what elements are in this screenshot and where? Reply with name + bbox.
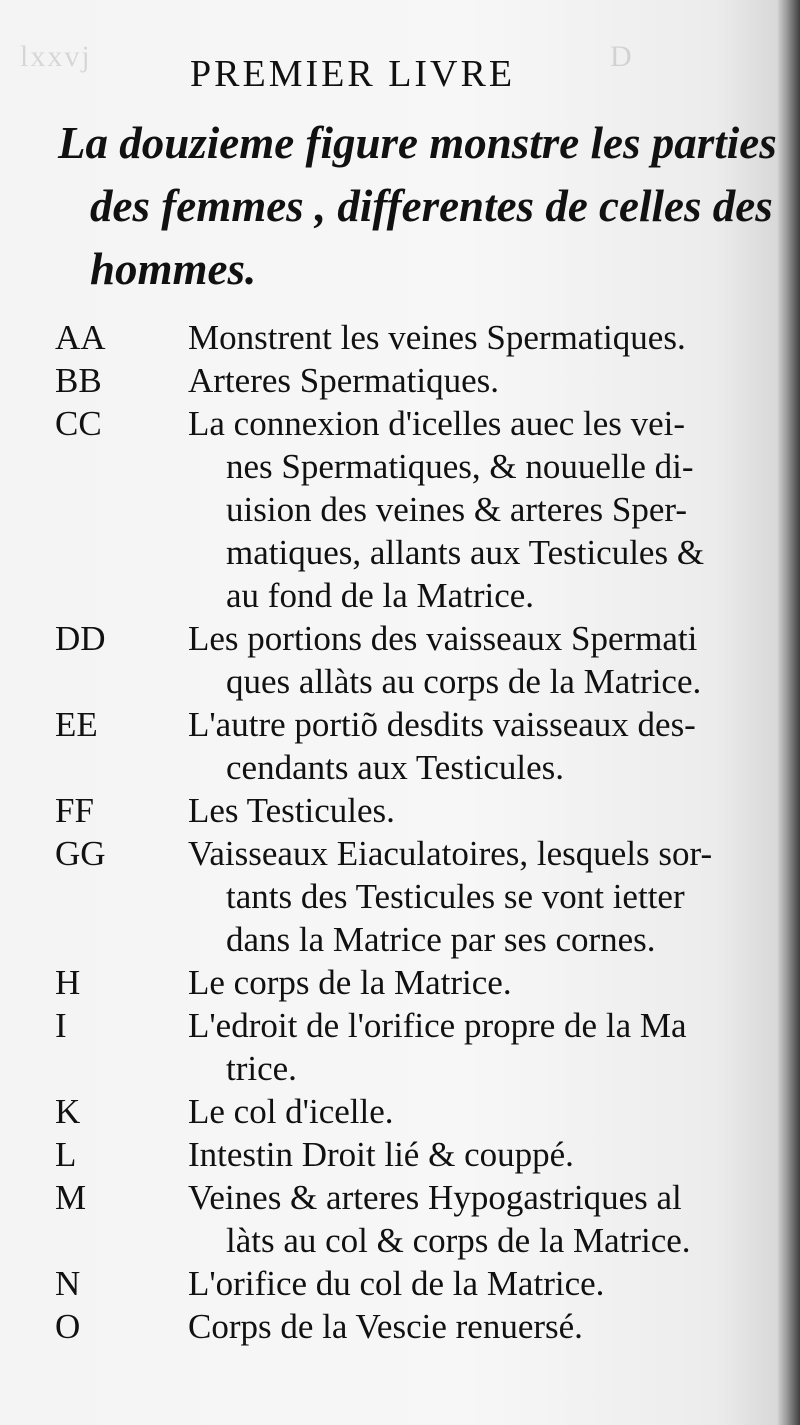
legend-line: làts au col & corps de la Matrice. — [226, 1221, 691, 1260]
legend-description — [188, 359, 745, 402]
legend-line: Intestin Droit lié & couppé. — [188, 1135, 574, 1174]
legend-entry-h — [55, 961, 745, 1004]
legend-description — [188, 1262, 745, 1305]
legend-description — [188, 402, 745, 617]
legend-key: K — [55, 1092, 81, 1131]
legend-line: uision des veines & arteres Sper- — [226, 490, 687, 529]
legend-entry-cc — [55, 402, 745, 617]
legend-line: tants des Testicules se vont ietter — [226, 877, 685, 916]
legend-entry-gg — [55, 832, 745, 961]
legend-line: L'autre portiõ desdits vaisseaux des- — [188, 705, 696, 744]
legend-line: Les portions des vaisseaux Spermati — [188, 619, 698, 658]
legend-line: dans la Matrice par ses cornes. — [226, 920, 656, 959]
legend-entry-n — [55, 1262, 745, 1305]
legend-description — [188, 1004, 745, 1090]
legend-description — [188, 617, 745, 703]
legend-line: La connexion d'icelles auec les vei- — [188, 404, 686, 443]
legend-line: L'edroit de l'orifice propre de la Ma — [188, 1006, 687, 1045]
legend-line: L'orifice du col de la Matrice. — [188, 1264, 605, 1303]
legend-key: GG — [55, 834, 106, 873]
bleed-through-text-right: D — [610, 40, 634, 73]
legend-description — [188, 1305, 745, 1348]
legend-line: cendants aux Testicules. — [226, 748, 565, 787]
legend-line: matiques, allants aux Testicules & — [226, 533, 705, 572]
legend-line: trice. — [226, 1049, 297, 1088]
legend-entry-ee — [55, 703, 745, 789]
legend-key: DD — [55, 619, 106, 658]
legend-line: ques allàts au corps de la Matrice. — [226, 662, 702, 701]
legend-description — [188, 1176, 745, 1262]
legend-description — [188, 703, 745, 789]
legend-key: EE — [55, 705, 98, 744]
figure-legend — [55, 316, 745, 1348]
legend-line: Arteres Spermatiques. — [188, 361, 500, 400]
legend-entry-i — [55, 1004, 745, 1090]
legend-entry-dd — [55, 617, 745, 703]
legend-entry-k — [55, 1090, 745, 1133]
legend-line: Le corps de la Matrice. — [188, 963, 512, 1002]
figure-title-line: des femmes , differentes de celles des — [90, 181, 773, 231]
legend-key: O — [55, 1307, 81, 1346]
legend-entry-o — [55, 1305, 745, 1348]
running-head: PREMIER LIVRE — [190, 53, 516, 95]
legend-entry-l — [55, 1133, 745, 1176]
page-edge-shadow — [778, 0, 800, 1425]
legend-key: CC — [55, 404, 102, 443]
legend-line: Corps de la Vescie renuersé. — [188, 1307, 583, 1346]
legend-key: BB — [55, 361, 102, 400]
legend-key: H — [55, 963, 81, 1002]
figure-title — [58, 112, 777, 301]
legend-key: L — [55, 1135, 77, 1174]
legend-line: nes Spermatiques, & nouuelle di- — [226, 447, 694, 486]
legend-entry-m — [55, 1176, 745, 1262]
legend-line: Les Testicules. — [188, 791, 395, 830]
figure-title-line: hommes. — [90, 244, 257, 294]
legend-description — [188, 961, 745, 1004]
legend-line: Veines & arteres Hypogastriques al — [188, 1178, 682, 1217]
legend-key: AA — [55, 318, 106, 357]
legend-description — [188, 1090, 745, 1133]
legend-line: Monstrent les veines Spermatiques. — [188, 318, 686, 357]
legend-description — [188, 832, 745, 961]
legend-line: Vaisseaux Eiaculatoires, lesquels sor- — [188, 834, 713, 873]
legend-entry-ff — [55, 789, 745, 832]
legend-key: FF — [55, 791, 94, 830]
legend-entry-aa — [55, 316, 745, 359]
legend-entry-bb — [55, 359, 745, 402]
legend-description — [188, 316, 745, 359]
bleed-through-text-left: lxxvj — [20, 40, 92, 73]
legend-key: N — [55, 1264, 81, 1303]
legend-line: Le col d'icelle. — [188, 1092, 394, 1131]
legend-key: I — [55, 1006, 67, 1045]
legend-key: M — [55, 1178, 87, 1217]
legend-description — [188, 789, 745, 832]
figure-title-line: La douzieme figure monstre les parties — [58, 118, 777, 168]
legend-description — [188, 1133, 745, 1176]
legend-line: au fond de la Matrice. — [226, 576, 535, 615]
